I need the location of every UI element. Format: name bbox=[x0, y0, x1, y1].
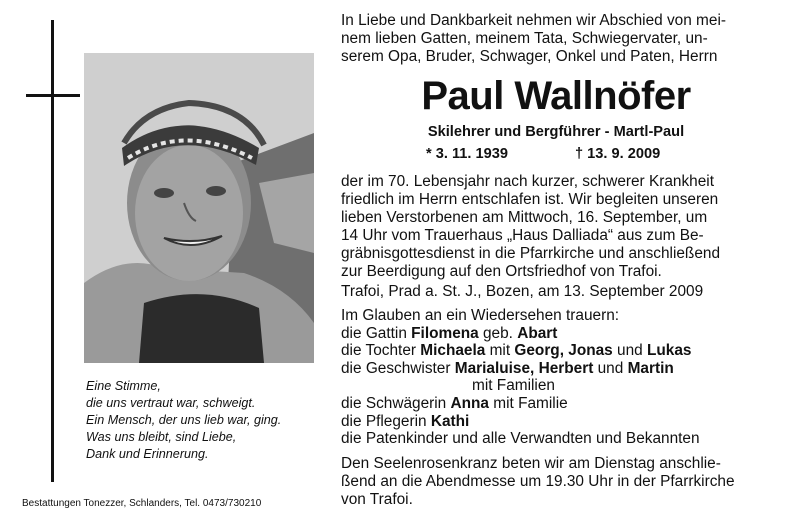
mourner-text: mit Familie bbox=[489, 394, 568, 412]
mourner-name: Martin bbox=[627, 359, 674, 377]
body-line: friedlich im Herrn entschlafen ist. Wir begleiten unseren bbox=[341, 191, 719, 208]
poem-line: Dank und Erinnerung. bbox=[86, 447, 209, 461]
mourner-line bbox=[341, 342, 771, 360]
portrait-photo bbox=[84, 53, 314, 363]
profession-line: Skilehrer und Bergführer - Martl-Paul bbox=[427, 124, 685, 140]
mourner-name: Georg, Jonas bbox=[514, 342, 613, 360]
body-line: 14 Uhr vom Trauerhaus „Haus Dalliada“ aus zum Be- bbox=[341, 227, 704, 244]
deceased-name: Paul Wallnöfer bbox=[421, 74, 691, 118]
body-line: zur Beerdigung auf den Ortsfriedhof von Trafoi. bbox=[341, 263, 662, 280]
intro-text bbox=[341, 12, 771, 66]
mourner-text: die Geschwister bbox=[341, 359, 455, 377]
birth-date: * 3. 11. 1939 bbox=[426, 146, 508, 162]
intro-line: nem lieben Gatten, meinem Tata, Schwiegervater, un- bbox=[341, 30, 708, 47]
closing-line: Den Seelenrosenkranz beten wir am Dienstag anschlie- bbox=[341, 455, 721, 472]
intro-line: In Liebe und Dankbarkeit nehmen wir Abschied von mei- bbox=[341, 12, 726, 29]
mourner-name: Abart bbox=[517, 324, 558, 342]
poem bbox=[86, 378, 336, 463]
poem-line: Eine Stimme, bbox=[86, 379, 161, 393]
mourner-text: die Gattin bbox=[341, 324, 412, 342]
poem-line: Ein Mensch, der uns lieb war, ging. bbox=[86, 413, 282, 427]
mourner-text: und bbox=[593, 359, 628, 377]
mourner-line bbox=[341, 325, 771, 343]
mourner-text: mit bbox=[485, 342, 515, 360]
death-date: † 13. 9. 2009 bbox=[575, 146, 661, 162]
mourner-text: die Tochter bbox=[341, 342, 421, 360]
mourner-line: die Patenkinder und alle Verwandten und Bekannten bbox=[341, 430, 700, 448]
mourner-text: geb. bbox=[478, 324, 518, 342]
mourner-text: und bbox=[612, 342, 647, 360]
mourner-name: Filomena bbox=[411, 324, 479, 342]
body-line: der im 70. Lebensjahr nach kurzer, schwerer Krankheit bbox=[341, 173, 714, 190]
poem-line: die uns vertraut war, schweigt. bbox=[86, 396, 256, 410]
mourner-name: Marialuise, Herbert bbox=[454, 359, 594, 377]
place-date-line: Trafoi, Prad a. St. J., Bozen, am 13. September 2009 bbox=[341, 283, 704, 300]
mourner-name: Michaela bbox=[420, 342, 486, 360]
mourner-name: Kathi bbox=[430, 412, 470, 430]
mourner-line bbox=[341, 360, 771, 378]
mourner-line bbox=[341, 413, 771, 431]
closing-text bbox=[341, 455, 771, 509]
body-line: lieben Verstorbenen am Mittwoch, 16. September, um bbox=[341, 209, 708, 226]
mourner-line: mit Familien bbox=[472, 377, 555, 395]
announcement-text bbox=[341, 173, 771, 281]
body-line: gräbnisgottesdienst in die Pfarrkirche und anschließend bbox=[341, 245, 721, 262]
mourner-name: Anna bbox=[450, 394, 489, 412]
mourners-list bbox=[341, 307, 771, 448]
mourner-line bbox=[341, 395, 771, 413]
intro-line: serem Opa, Bruder, Schwager, Onkel und Paten, Herrn bbox=[341, 48, 718, 65]
cross-icon-horizontal bbox=[26, 94, 80, 97]
mourner-name: Lukas bbox=[646, 342, 692, 360]
poem-line: Was uns bleibt, sind Liebe, bbox=[86, 430, 237, 444]
cross-icon-vertical bbox=[51, 20, 54, 482]
undertaker-contact: Bestattungen Tonezzer, Schlanders, Tel. 0473/730210 bbox=[22, 498, 262, 509]
mourners-heading: Im Glauben an ein Wiedersehen trauern: bbox=[341, 307, 620, 324]
mourner-text: die Pflegerin bbox=[341, 412, 431, 430]
closing-line: ßend an die Abendmesse um 19.30 Uhr in der Pfarrkirche bbox=[341, 473, 735, 490]
closing-line: von Trafoi. bbox=[341, 491, 413, 508]
portrait-illustration bbox=[84, 53, 314, 363]
mourner-text: die Schwägerin bbox=[341, 394, 451, 412]
